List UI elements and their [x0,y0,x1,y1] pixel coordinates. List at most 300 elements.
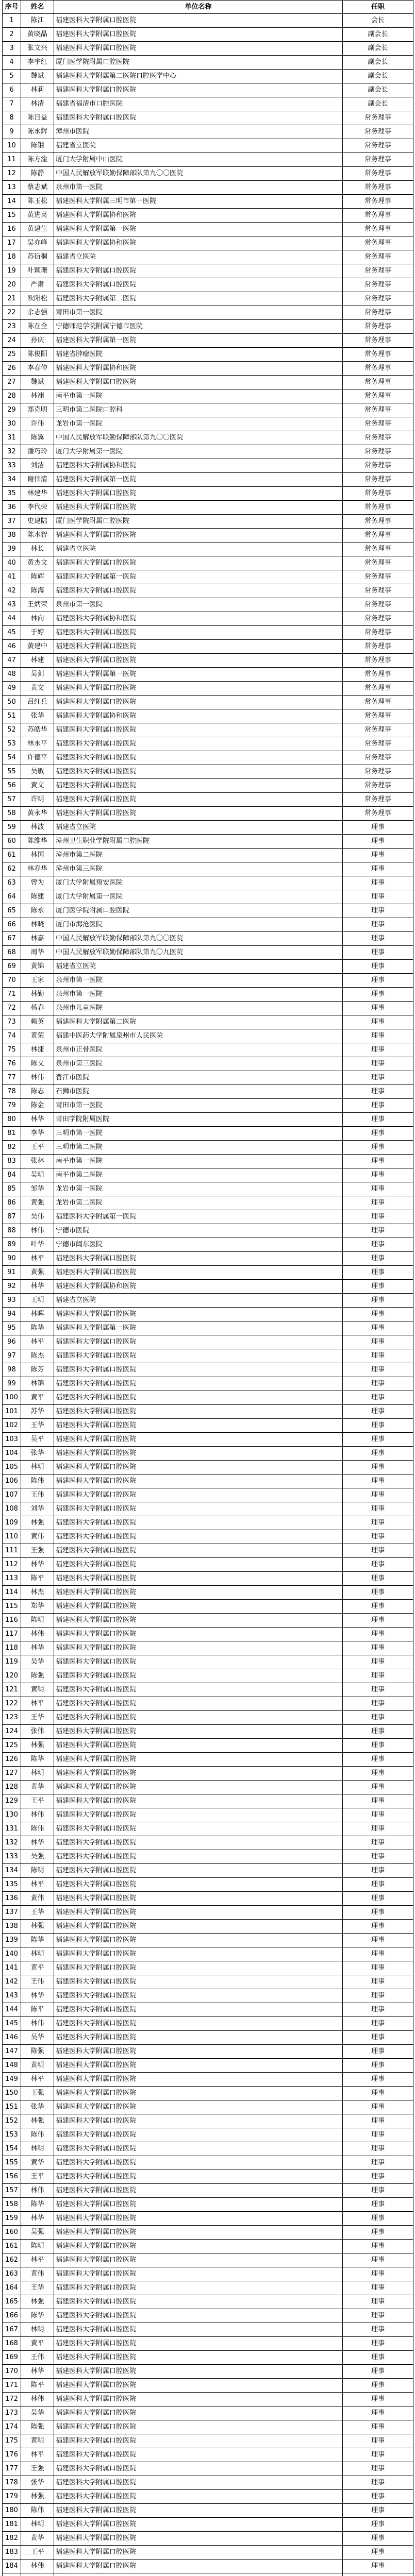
cell-name: 陈日益 [21,111,54,125]
cell-role: 理事 [343,2198,413,2212]
cell-role: 常务理事 [343,292,413,306]
cell-index: 134 [3,1864,21,1878]
cell-role: 常务理事 [343,334,413,348]
cell-name: 苏华 [21,1405,54,1419]
cell-unit: 漳州卫生职业学院附属口腔医院 [54,835,343,849]
table-row [3,1057,413,1071]
cell-name: 林明 [21,1767,54,1781]
cell-role: 理事 [343,2365,413,2379]
cell-index: 173 [3,2406,21,2420]
cell-unit: 福建医科大学附属口腔医院 [54,1266,343,1280]
cell-role: 常务理事 [343,181,413,195]
cell-unit: 福建医科大学附属口腔医院 [54,2295,343,2309]
table-row [3,2003,413,2017]
cell-index: 183 [3,2546,21,2560]
table-row [3,876,413,890]
table-row [3,334,413,348]
cell-unit: 福建医科大学附属口腔医院 [54,1377,343,1391]
cell-name: 王华 [21,1906,54,1920]
cell-role: 常务理事 [343,125,413,139]
cell-role: 理事 [343,876,413,890]
cell-name: 林平 [21,1697,54,1711]
cell-role: 理事 [343,1850,413,1864]
cell-name: 陈维华 [21,835,54,849]
cell-index: 82 [3,1141,21,1155]
cell-role: 理事 [343,849,413,862]
cell-index: 179 [3,2490,21,2504]
cell-index: 57 [3,793,21,807]
cell-role: 理事 [343,1906,413,1920]
cell-unit: 泉州市第一医院 [54,974,343,988]
cell-name: 林华 [21,1989,54,2003]
cell-name: 潘巧玲 [21,445,54,459]
cell-name: 吴平 [21,1433,54,1447]
cell-index: 61 [3,849,21,862]
cell-unit: 福建医科大学附属口腔医院 [54,2337,343,2351]
cell-index: 70 [3,974,21,988]
cell-name: 陈明 [21,1614,54,1628]
cell-unit: 福建医科大学附属口腔医院 [54,2253,343,2267]
cell-name: 李春仲 [21,362,54,376]
cell-name: 林莉 [21,83,54,97]
cell-unit: 中国人民解放军联勤保障部队第九〇〇医院 [54,431,343,445]
cell-index: 172 [3,2393,21,2406]
cell-index: 154 [3,2142,21,2156]
table-row [3,807,413,821]
cell-index: 19 [3,264,21,278]
table-row [3,1224,413,1238]
cell-unit: 福建医科大学附属协和医院 [54,612,343,626]
cell-index: 144 [3,2003,21,2017]
cell-role: 理事 [343,932,413,946]
cell-name: 林建 [21,654,54,668]
cell-index: 76 [3,1057,21,1071]
cell-index: 168 [3,2337,21,2351]
table-row [3,56,413,70]
cell-index: 139 [3,1934,21,1947]
cell-unit: 福建医科大学附属口腔医院 [54,2156,343,2170]
cell-name: 黄平 [21,1391,54,1405]
cell-name: 王家 [21,974,54,988]
cell-index: 56 [3,779,21,793]
cell-name: 陈玉松 [21,195,54,209]
cell-role: 常务理事 [343,417,413,431]
cell-role: 常务理事 [343,487,413,501]
cell-role: 理事 [343,2073,413,2087]
cell-index: 150 [3,2087,21,2100]
cell-index: 100 [3,1391,21,1405]
table-row [3,737,413,751]
cell-index: 123 [3,1711,21,1725]
cell-role: 理事 [343,1335,413,1349]
cell-name: 林伟 [21,2184,54,2198]
cell-role: 理事 [343,946,413,960]
cell-name: 林平 [21,1878,54,1892]
cell-index: 117 [3,1628,21,1641]
cell-name: 张文兴 [21,42,54,56]
table-row [3,1989,413,2003]
cell-name: 陈明 [21,2240,54,2253]
cell-unit: 福建医科大学附属三明市第一医院 [54,195,343,209]
cell-role: 理事 [343,2059,413,2073]
cell-role: 常务理事 [343,362,413,376]
cell-role: 理事 [343,2087,413,2100]
cell-index: 135 [3,1878,21,1892]
cell-unit: 南平市第一医院 [54,389,343,403]
cell-name: 王平 [21,1794,54,1808]
table-row [3,1168,413,1182]
cell-index: 29 [3,403,21,417]
cell-role: 理事 [343,988,413,1002]
cell-name: 陈钢 [21,139,54,153]
cell-name: 林清 [21,97,54,111]
cell-index: 1 [3,14,21,28]
cell-name: 刘华 [21,1502,54,1516]
cell-index: 177 [3,2462,21,2476]
cell-name: 林强 [21,2295,54,2309]
cell-role: 理事 [343,1683,413,1697]
table-row [3,2253,413,2267]
cell-unit: 福建医科大学附属口腔医院 [54,2420,343,2434]
cell-unit: 福建医科大学附属口腔医院 [54,1906,343,1920]
cell-unit: 福建医科大学附属口腔医院 [54,2045,343,2059]
cell-name: 陈平 [21,1572,54,1586]
cell-role: 理事 [343,1488,413,1502]
cell-index: 161 [3,2240,21,2253]
cell-unit: 福建医科大学附属口腔医院 [54,1961,343,1975]
cell-name: 叶颖珊 [21,264,54,278]
cell-name: 陈伟 [21,2128,54,2142]
cell-index: 129 [3,1794,21,1808]
cell-name: 黄建生 [21,223,54,236]
cell-index: 48 [3,668,21,682]
cell-name: 陈华 [21,1934,54,1947]
cell-role: 理事 [343,1196,413,1210]
cell-name: 苏衍桐 [21,250,54,264]
table-row [3,2295,413,2309]
cell-unit: 福建医科大学附属口腔医院 [54,1781,343,1794]
cell-name: 周华 [21,946,54,960]
table-row [3,570,413,584]
cell-name: 吴强 [21,1850,54,1864]
cell-name: 许伟 [21,417,54,431]
cell-role: 常务理事 [343,403,413,417]
table-row [3,2351,413,2365]
cell-unit: 泉州市第三医院 [54,1057,343,1071]
cell-role: 理事 [343,1321,413,1335]
cell-role: 理事 [343,2045,413,2059]
cell-role: 副会长 [343,28,413,42]
cell-unit: 福建医科大学附属协和医院 [54,459,343,473]
cell-role: 理事 [343,1920,413,1934]
cell-unit: 三明市第二医院口腔科 [54,403,343,417]
cell-role: 副会长 [343,42,413,56]
cell-name: 林华 [21,2365,54,2379]
cell-role: 理事 [343,1294,413,1308]
cell-unit: 福建医科大学附属口腔医院 [54,640,343,654]
cell-name: 林明 [21,1947,54,1961]
cell-role: 常务理事 [343,320,413,334]
cell-unit: 福建医科大学附属口腔医院 [54,2323,343,2337]
table-row [3,1475,413,1488]
cell-index: 81 [3,1127,21,1141]
table-row [3,2365,413,2379]
cell-unit: 福建省立医院 [54,960,343,974]
cell-index: 85 [3,1182,21,1196]
cell-index: 94 [3,1308,21,1321]
table-row [3,2142,413,2156]
cell-role: 理事 [343,2462,413,2476]
cell-index: 13 [3,181,21,195]
cell-index: 84 [3,1168,21,1182]
cell-unit: 福建医科大学附属口腔医院 [54,584,343,598]
cell-role: 理事 [343,1961,413,1975]
table-header-row [3,1,413,14]
table-row [3,167,413,181]
table-row [3,1892,413,1906]
cell-name: 王炳荣 [21,598,54,612]
table-row [3,1238,413,1252]
cell-unit: 福建医科大学附属口腔医院 [54,682,343,696]
cell-index: 37 [3,515,21,529]
cell-unit: 福建医科大学附属口腔医院 [54,2281,343,2295]
cell-name: 林强 [21,2490,54,2504]
cell-name: 黄华 [21,2156,54,2170]
cell-role: 常务理事 [343,223,413,236]
cell-index: 145 [3,2017,21,2031]
table-body [3,14,413,2576]
table-row [3,2560,413,2573]
cell-role: 常务理事 [343,167,413,181]
table-row [3,2156,413,2170]
cell-unit: 福建医科大学附属协和医院 [54,1280,343,1294]
cell-unit: 福建医科大学附属口腔医院 [54,2462,343,2476]
cell-role: 常务理事 [343,654,413,668]
cell-unit: 福建医科大学附属口腔医院 [54,2532,343,2546]
cell-name: 林伟 [21,2560,54,2573]
cell-name: 苏皓华 [21,723,54,737]
table-row [3,1628,413,1641]
table-row [3,1155,413,1168]
cell-unit: 福建医科大学附属口腔医院 [54,1934,343,1947]
table-row [3,1141,413,1155]
cell-role: 理事 [343,1516,413,1530]
table-row [3,1113,413,1127]
cell-unit: 福建医科大学附属第二医院口腔医学中心 [54,70,343,83]
cell-role: 理事 [343,2184,413,2198]
cell-name: 李宇红 [21,56,54,70]
cell-unit: 福建医科大学附属口腔医院 [54,487,343,501]
cell-index: 28 [3,389,21,403]
cell-index: 21 [3,292,21,306]
table-row [3,1015,413,1029]
table-row [3,835,413,849]
cell-index: 16 [3,223,21,236]
cell-unit: 福建医科大学附属第一医院 [54,668,343,682]
cell-unit: 福建医科大学附属口腔医院 [54,2128,343,2142]
table-row [3,2226,413,2240]
table-row [3,2170,413,2184]
cell-index: 106 [3,1475,21,1488]
cell-role: 理事 [343,2434,413,2448]
cell-index: 112 [3,1558,21,1572]
cell-index: 138 [3,1920,21,1934]
cell-index: 175 [3,2434,21,2448]
cell-unit: 福建医科大学附属口腔医院 [54,2031,343,2045]
cell-unit: 福建医科大学附属口腔医院 [54,1349,343,1363]
cell-index: 49 [3,682,21,696]
cell-unit: 福建医科大学附属口腔医院 [54,1822,343,1836]
table-row [3,2420,413,2434]
cell-role: 理事 [343,2128,413,2142]
cell-role: 常务理事 [343,793,413,807]
cell-name: 郑克明 [21,403,54,417]
table-row [3,2212,413,2226]
cell-index: 58 [3,807,21,821]
cell-index: 67 [3,932,21,946]
cell-name: 谢伟清 [21,473,54,487]
table-row [3,1781,413,1794]
cell-unit: 福建医科大学附属口腔医院 [54,1989,343,2003]
table-row [3,209,413,223]
table-row [3,1725,413,1739]
cell-role: 理事 [343,2420,413,2434]
cell-unit: 福建医科大学附属口腔医院 [54,2212,343,2226]
cell-role: 理事 [343,1934,413,1947]
cell-name: 王伟 [21,1488,54,1502]
cell-role: 常务理事 [343,709,413,723]
cell-role: 理事 [343,1280,413,1294]
cell-index: 170 [3,2365,21,2379]
cell-name: 林华 [21,1836,54,1850]
table-row [3,1850,413,1864]
cell-index: 133 [3,1850,21,1864]
cell-index: 32 [3,445,21,459]
cell-name: 陈俊阳 [21,348,54,362]
cell-role: 常务理事 [343,543,413,556]
table-row [3,1377,413,1391]
cell-index: 162 [3,2253,21,2267]
cell-index: 143 [3,1989,21,2003]
cell-unit: 福建医科大学附属口腔医院 [54,1975,343,1989]
cell-name: 林国 [21,849,54,862]
cell-unit: 福建医科大学附属口腔医院 [54,807,343,821]
cell-role: 理事 [343,2532,413,2546]
cell-unit: 南平市第二医院 [54,1168,343,1182]
cell-name: 王华 [21,1419,54,1433]
cell-role: 理事 [343,1043,413,1057]
cell-index: 50 [3,696,21,709]
cell-role: 理事 [343,2393,413,2406]
table-row [3,348,413,362]
cell-unit: 福建医科大学附属口腔医院 [54,2490,343,2504]
cell-role: 理事 [343,1210,413,1224]
cell-name: 林伟 [21,2393,54,2406]
cell-role: 理事 [343,1781,413,1794]
cell-name: 王强 [21,2087,54,2100]
cell-role [343,2573,413,2576]
cell-index: 36 [3,501,21,515]
cell-unit: 福建医科大学附属口腔医院 [54,1808,343,1822]
table-row [3,1975,413,1989]
cell-name: 陈伟 [21,2504,54,2518]
cell-role: 理事 [343,1947,413,1961]
table-row [3,1321,413,1335]
cell-unit: 福建医科大学附属第一医院 [54,1210,343,1224]
table-row [3,765,413,779]
cell-index: 110 [3,1530,21,1544]
cell-role: 常务理事 [343,501,413,515]
cell-role: 理事 [343,1711,413,1725]
cell-role: 理事 [343,2031,413,2045]
cell-unit: 泉州市第一医院 [54,598,343,612]
cell-unit: 福建医科大学附属口腔医院 [54,2240,343,2253]
table-row [3,849,413,862]
cell-index: 157 [3,2184,21,2198]
table-row [3,125,413,139]
cell-unit: 福建医科大学附属口腔医院 [54,1530,343,1544]
cell-index: 167 [3,2323,21,2337]
cell-name: 林春华 [21,862,54,876]
cell-role: 常务理事 [343,807,413,821]
cell-role: 常务理事 [343,584,413,598]
cell-index: 90 [3,1252,21,1266]
cell-role: 理事 [343,2448,413,2462]
cell-index: 18 [3,250,21,264]
cell-unit: 福建医科大学附属口腔医院 [54,1850,343,1864]
cell-index: 93 [3,1294,21,1308]
cell-role: 理事 [343,2267,413,2281]
cell-index: 15 [3,209,21,223]
table-row [3,1906,413,1920]
col-header-role: 任职 [343,1,413,14]
table-row [3,431,413,445]
cell-unit: 福建医科大学附属口腔医院 [54,2379,343,2393]
cell-unit: 福建医科大学附属口腔医院 [54,2351,343,2365]
cell-index: 31 [3,431,21,445]
cell-index: 22 [3,306,21,320]
cell-role: 常务理事 [343,153,413,167]
table-row [3,28,413,42]
table-row [3,1085,413,1099]
cell-name: 陈静 [21,167,54,181]
table-row [3,1767,413,1781]
table-row [3,654,413,668]
cell-index: 140 [3,1947,21,1961]
table-row [3,890,413,904]
cell-name: 郑华 [21,1600,54,1614]
cell-role: 常务理事 [343,376,413,389]
cell-name: 孙庆 [21,334,54,348]
table-row [3,1655,413,1669]
cell-index: 74 [3,1029,21,1043]
cell-role: 理事 [343,1252,413,1266]
cell-index: 89 [3,1238,21,1252]
table-row [3,2114,413,2128]
cell-role: 副会长 [343,97,413,111]
table-row [3,612,413,626]
cell-role: 理事 [343,1182,413,1196]
cell-name: 林华 [21,1641,54,1655]
cell-index: 43 [3,598,21,612]
cell-index: 14 [3,195,21,209]
cell-name: 林翊 [21,389,54,403]
cell-unit: 福建医科大学附属口腔医院 [54,1641,343,1655]
cell-unit: 福建医科大学附属口腔医院 [54,1794,343,1808]
cell-name: 林长 [21,543,54,556]
cell-index: 80 [3,1113,21,1127]
cell-name: 黄强 [21,1266,54,1280]
